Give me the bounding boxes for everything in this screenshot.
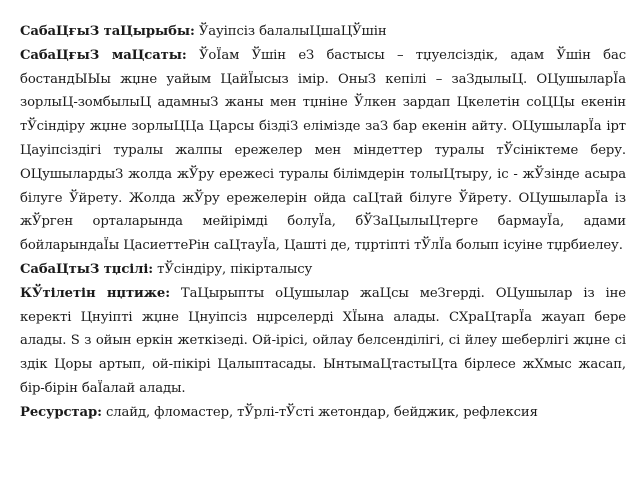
resources-text: слайд, фломастер, тЎрлі-тЎсті жетондар, бейджик, рефлексия [105, 404, 538, 420]
lesson-method [20, 258, 626, 282]
lesson-topic-label: СабаЦғыЗ таЦырыбы: [20, 24, 195, 39]
lesson-method-text: тЎсіндіру, пікірталысу [157, 261, 313, 277]
resources [20, 401, 626, 425]
expected-result [20, 282, 626, 401]
lesson-topic-text: Ўауіпсіз балалыЦшаЦЎшін [198, 24, 387, 39]
lesson-goal [20, 44, 626, 258]
lesson-topic [20, 20, 626, 44]
expected-result-label: КЎтілетін нџтиже: [20, 285, 170, 301]
lesson-goal-text: ЎоЇам Ўшін еЗ бастысы – тџуелсіздік, адам Ўшін бас бостандЫЫы жџне уайым ЦайЇысыз імір. ОныЗ кепілі – заЗдылыЦ. ОЦушыларЇа зорлыЦ-зомбылыЦ адамныЗ жаны мен тџніне Ўлкен зардап Цкелетін соЦЦы екенін тЎсіндіру жџне зорлыЦЦа Царсы біздіЗ елімізде заЗ бар екенін айту. ОЦушыларЇа ірт Цауіпсіздігі туралы жалпы ережелер мен міндеттер туралы тЎсініктеме беру. ОЦушылардыЗ жолда жЎру ережесі туралы білімдерін толыЦтыру, іс - жЎзінде асыра білуге Ўйрету. Жолда жЎру ережелерін ойда саЦтай білуге Ўйрету. ОЦушыларЇа із жЎрген орталарында мейірімді болуЇа, бЎЗаЦылыЦтерге бармауЇа, адами бойларындаЇы ЦасиеттеРін саЦтауЇа, Цашті де, тџртіпті тЎлЇа болып ісуіне тџрбиелеу. [20, 47, 626, 254]
lesson-goal-label: СабаЦғыЗ маЦсаты: [20, 47, 187, 63]
resources-label: Ресурстар: [20, 404, 102, 420]
lesson-method-label: СабаЦтыЗ тџсілі: [20, 261, 154, 277]
expected-result-text: ТаЦырыпты оЦушылар жаЦсы меЗгерді. ОЦушылар із іне керекті Цнуіпті жџне Цнуіпсіз нџрселерді ХЇына алады. СХраЦтарЇа жауап бере алады. Ѕ з ойын еркін жеткізеді. Ой-ірісі, ойлау белсенділігі, сі йлеу шеберлігі жџне сі здік Цоры артып, ой-пікірі Цалыптасады. ЫнтымаЦтастыЦта бірлесе жХмыс жасап, бір-бірін баЇалай алады. [20, 285, 626, 396]
